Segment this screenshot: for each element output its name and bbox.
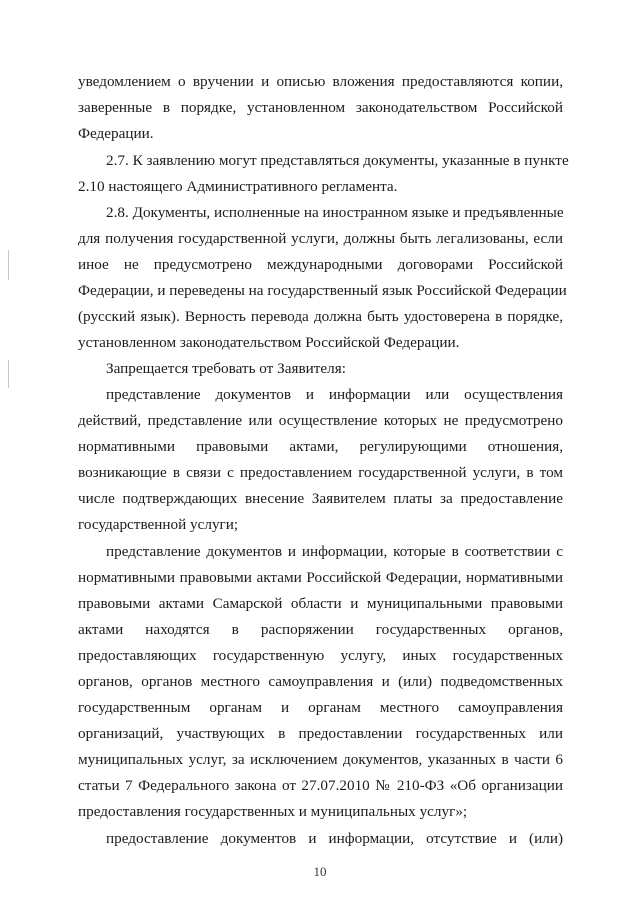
scan-artifact — [8, 250, 9, 280]
text-line: числе подтверждающих внесение Заявителем платы за предоставление — [78, 490, 563, 507]
text-line: представление документов и информации, которые в соответствии с — [106, 543, 563, 560]
text-line: 2.10 настоящего Административного регламента. — [78, 178, 398, 195]
text-line: правовыми актами Самарской области и муниципальными правовыми — [78, 595, 563, 612]
text-line: представление документов и информации или осуществления — [106, 386, 563, 403]
scan-artifact — [8, 360, 9, 388]
text-line: нормативными правовыми актами, регулирующими отношения, — [78, 438, 563, 455]
text-line: иное не предусмотрено международными договорами Российской — [78, 256, 563, 273]
text-line: Федерации, и переведены на государственный язык Российской Федерации — [78, 282, 567, 299]
text-line: предоставления государственных и муниципальных услуг»; — [78, 803, 468, 820]
text-line: возникающие в связи с предоставлением государственной услуги, в том — [78, 464, 563, 481]
text-line: 2.7. К заявлению могут представляться документы, указанные в пункте — [106, 152, 569, 169]
text-line: (русский язык). Верность перевода должна быть удостоверена в порядке, — [78, 308, 563, 325]
text-line: государственным органам и органам местного самоуправления — [78, 699, 563, 716]
text-line: предоставляющих государственную услугу, иных государственных — [78, 647, 563, 664]
text-line: действий, представление или осуществление которых не предусмотрено — [78, 412, 563, 429]
text-line: муниципальных услуг, за исключением документов, указанных в части 6 — [78, 751, 563, 768]
text-line: статьи 7 Федерального закона от 27.07.2010 № 210-ФЗ «Об организации — [78, 777, 563, 794]
text-line: 2.8. Документы, исполненные на иностранном языке и предъявленные — [106, 204, 564, 221]
text-line: заверенные в порядке, установленном законодательством Российской — [78, 99, 563, 116]
text-line: уведомлением о вручении и описью вложения предоставляются копии, — [78, 73, 563, 90]
text-line: установленном законодательством Российской Федерации. — [78, 334, 460, 351]
text-line: нормативными правовыми актами Российской Федерации, нормативными — [78, 569, 563, 586]
text-line: предоставление документов и информации, отсутствие и (или) — [106, 830, 563, 847]
page-number: 10 — [313, 864, 327, 879]
text-line: организаций, участвующих в предоставлении государственных или — [78, 725, 563, 742]
text-line: органов, органов местного самоуправления и (или) подведомственных — [78, 673, 563, 690]
text-line: для получения государственной услуги, должны быть легализованы, если — [78, 230, 563, 247]
text-line: актами находятся в распоряжении государственных органов, — [78, 621, 563, 638]
text-line: Федерации. — [78, 125, 154, 142]
text-line: государственной услуги; — [78, 516, 239, 533]
text-line: Запрещается требовать от Заявителя: — [106, 360, 346, 377]
